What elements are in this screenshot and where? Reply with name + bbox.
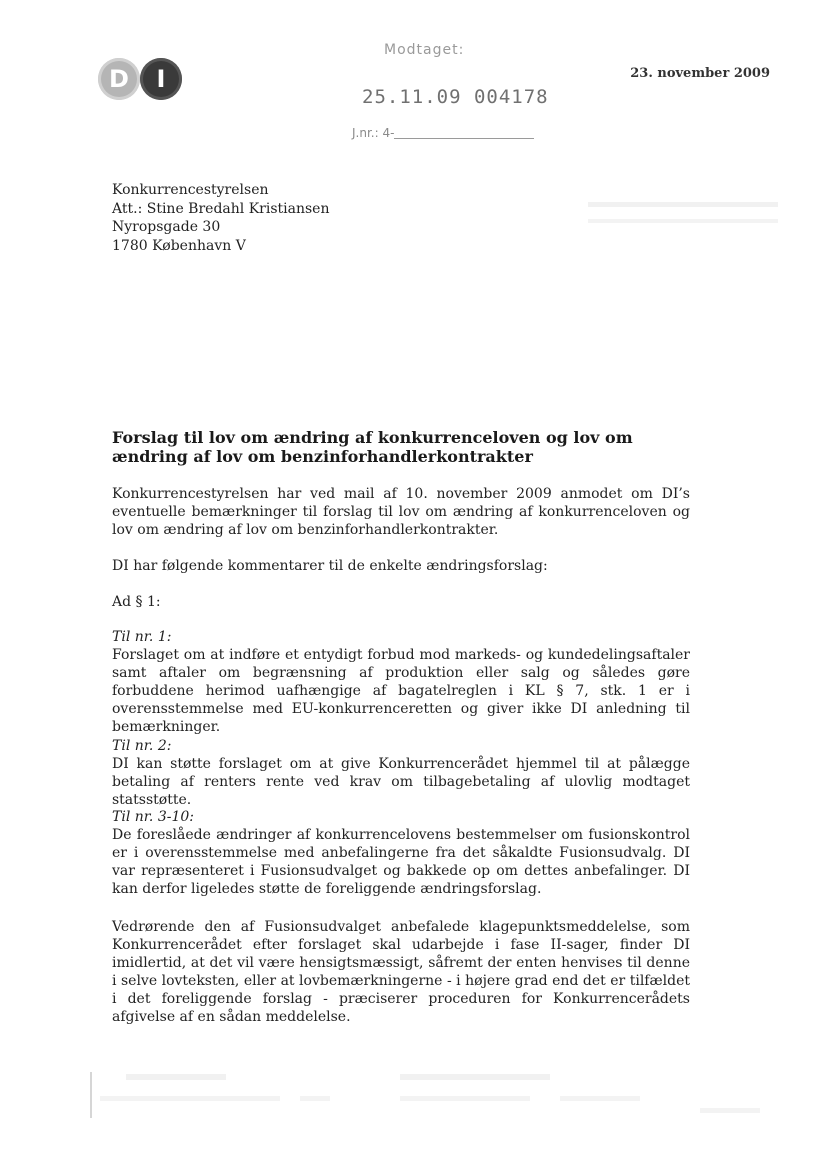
nr2-heading: Til nr. 2:: [112, 738, 172, 754]
nr1-heading: Til nr. 1:: [112, 629, 172, 645]
footer-blur: [700, 1108, 760, 1113]
nr3-block: [112, 808, 690, 898]
recipient-address: [112, 181, 329, 255]
address-line: Konkurrencestyrelsen: [112, 182, 269, 198]
footer-blur: [100, 1096, 280, 1101]
footer-blur: [400, 1096, 530, 1101]
letter-footer: [90, 1068, 790, 1128]
comments-intro: DI har følgende kommentarer til de enkelte ændringsforslag:: [112, 558, 548, 574]
stamp-title: Modtaget:: [384, 42, 465, 58]
logo-i-circle: [140, 58, 182, 100]
stamp-journal-number: J.nr.: 4-: [352, 126, 395, 140]
nr1-text: Forslaget om at indføre et entydigt forbud mod markeds- og kundedelingsaftaler samt aftaler om begrænsning af produktion eller salg og således gøre forbuddene herimod uafhængige af bagatelreglen i KL § 7, stk. 1 er i overensstemmelse med EU-konkurrenceretten og giver ikke DI anledning til bemærkninger.: [112, 647, 690, 735]
footer-blur: [300, 1096, 330, 1101]
logo-d-circle: [98, 58, 140, 100]
footer-blur: [560, 1096, 640, 1101]
nr3-heading: Til nr. 3-10:: [112, 809, 194, 825]
nr1-block: [112, 628, 690, 736]
footer-blur: [400, 1074, 550, 1080]
stamp-journal-line: [394, 138, 534, 139]
letter-subject: Forslag til lov om ændring af konkurrenceloven og lov om ændring af lov om benzinforhandlerkontrakter: [112, 428, 633, 466]
final-paragraph: Vedrørende den af Fusionsudvalget anbefalede klagepunktsmeddelelse, som Konkurrencerådet efter forslaget skal udarbejde i fase II-sager, finder DI imidlertid, at det vil være hensigtsmæssigt, såfremt der enten henvises til denne i selve lovteksten, eller at lovbemærkningerne - i højere grad end det er tilfældet i det foreliggende forslag - præciserer proceduren for Konkurrencerådets afgivelse af en sådan meddelelse.: [112, 919, 690, 1025]
nr3-text: De foreslåede ændringer af konkurrencelovens bestemmelser om fusionskontrol er i overensstemmelse med anbefalingerne fra det såkaldte Fusionsudvalg. DI var repræsenteret i Fusionsudvalget og bakkede op om dettes anbefalinger. DI kan derfor ligeledes støtte de foreliggende ændringsforslag.: [112, 827, 690, 897]
di-logo: [98, 58, 184, 102]
logo-d-letter: D: [109, 65, 129, 93]
section-heading: Ad § 1:: [112, 594, 161, 610]
footer-blur: [126, 1074, 226, 1080]
address-line: Att.: Stine Bredahl Kristiansen: [112, 200, 330, 217]
faint-text-block: [588, 190, 778, 223]
letter-date: 23. november 2009: [630, 66, 770, 81]
intro-paragraph: Konkurrencestyrelsen har ved mail af 10. november 2009 anmodet om DI’s eventuelle bemærkninger til forslag til lov om ændring af konkurrenceloven og lov om ændring af lov om benzinforhandlerkontrakter.: [112, 486, 690, 538]
logo-i-letter: I: [156, 65, 166, 93]
address-line: Nyropsgade 30: [112, 219, 221, 235]
nr2-text: DI kan støtte forslaget om at give Konkurrencerådet hjemmel til at pålægge betaling af renters rente ved krav om tilbagebetaling af ulovlig modtaget statsstøtte.: [112, 756, 690, 808]
address-line: 1780 København V: [112, 237, 246, 254]
received-stamp: [340, 42, 560, 152]
footer-divider: [90, 1072, 92, 1118]
nr2-block: [112, 737, 690, 809]
stamp-date: 25.11.09 004178: [362, 86, 549, 108]
